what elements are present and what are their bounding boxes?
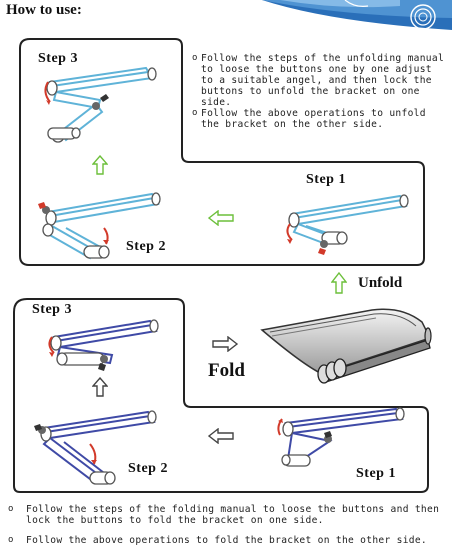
fold-step1-illustration [270,405,420,475]
fold-step3-illustration [44,315,174,375]
unfold-step1-label: Step 1 [306,172,346,187]
lock-knob-icon [38,202,50,214]
bottom-note-2: o Follow the above operations to fold the bracket on the other side. [8,535,448,546]
folded-tray-illustration [252,300,432,385]
unfold-step3-label: Step 3 [38,51,78,66]
fold-label: Fold [208,360,245,381]
fold-up-arrow-icon [92,377,108,397]
bottom-note-1-text: Follow the steps of the folding manual to loose the buttons and then lock the buttons to fold the bracket on one side. [26,504,440,526]
left-arrow-icon [208,210,234,226]
unfold-step1-illustration [282,188,422,258]
fold-step1-label: Step 1 [356,466,396,481]
fold-step3-label: Step 3 [32,302,72,317]
up-arrow-icon [92,155,108,175]
unfold-note-1: o Follow the steps of the unfolding manual to loose the buttons one by one adjust to a suitable angel, and then lock the buttons to unfold the bracket on one side. [192,53,448,108]
bottom-note-2-text: Follow the above operations to fold the bracket on the other side. [26,535,428,546]
unfold-up-arrow-icon [331,272,347,294]
unfold-notes [192,53,448,130]
fold-step2-label: Step 2 [128,461,168,476]
unfold-note-2: o Follow the above operations to unfold the bracket on the other side. [192,108,448,130]
page-heading: How to use: [6,2,82,18]
fold-left-arrow-icon [208,428,234,444]
lock-knob-icon [34,424,46,434]
lock-knob-icon [324,431,332,443]
unfold-step2-label: Step 2 [126,239,166,254]
unfold-note-2-text: Follow the above operations to unfold the bracket on the other side. [201,108,426,130]
bottom-notes [8,504,448,546]
unfold-step3-illustration [38,62,168,152]
bottom-note-1: o Follow the steps of the folding manual to loose the buttons and then lock the buttons to fold the bracket on one side. [8,504,448,526]
unfold-label: Unfold [358,275,403,291]
right-arrow-icon [212,336,238,352]
unfold-note-1-text: Follow the steps of the unfolding manual to loose the buttons one by one adjust to a suitable angel, and then lock the buttons to unfold the bracket on one side. [201,53,445,108]
